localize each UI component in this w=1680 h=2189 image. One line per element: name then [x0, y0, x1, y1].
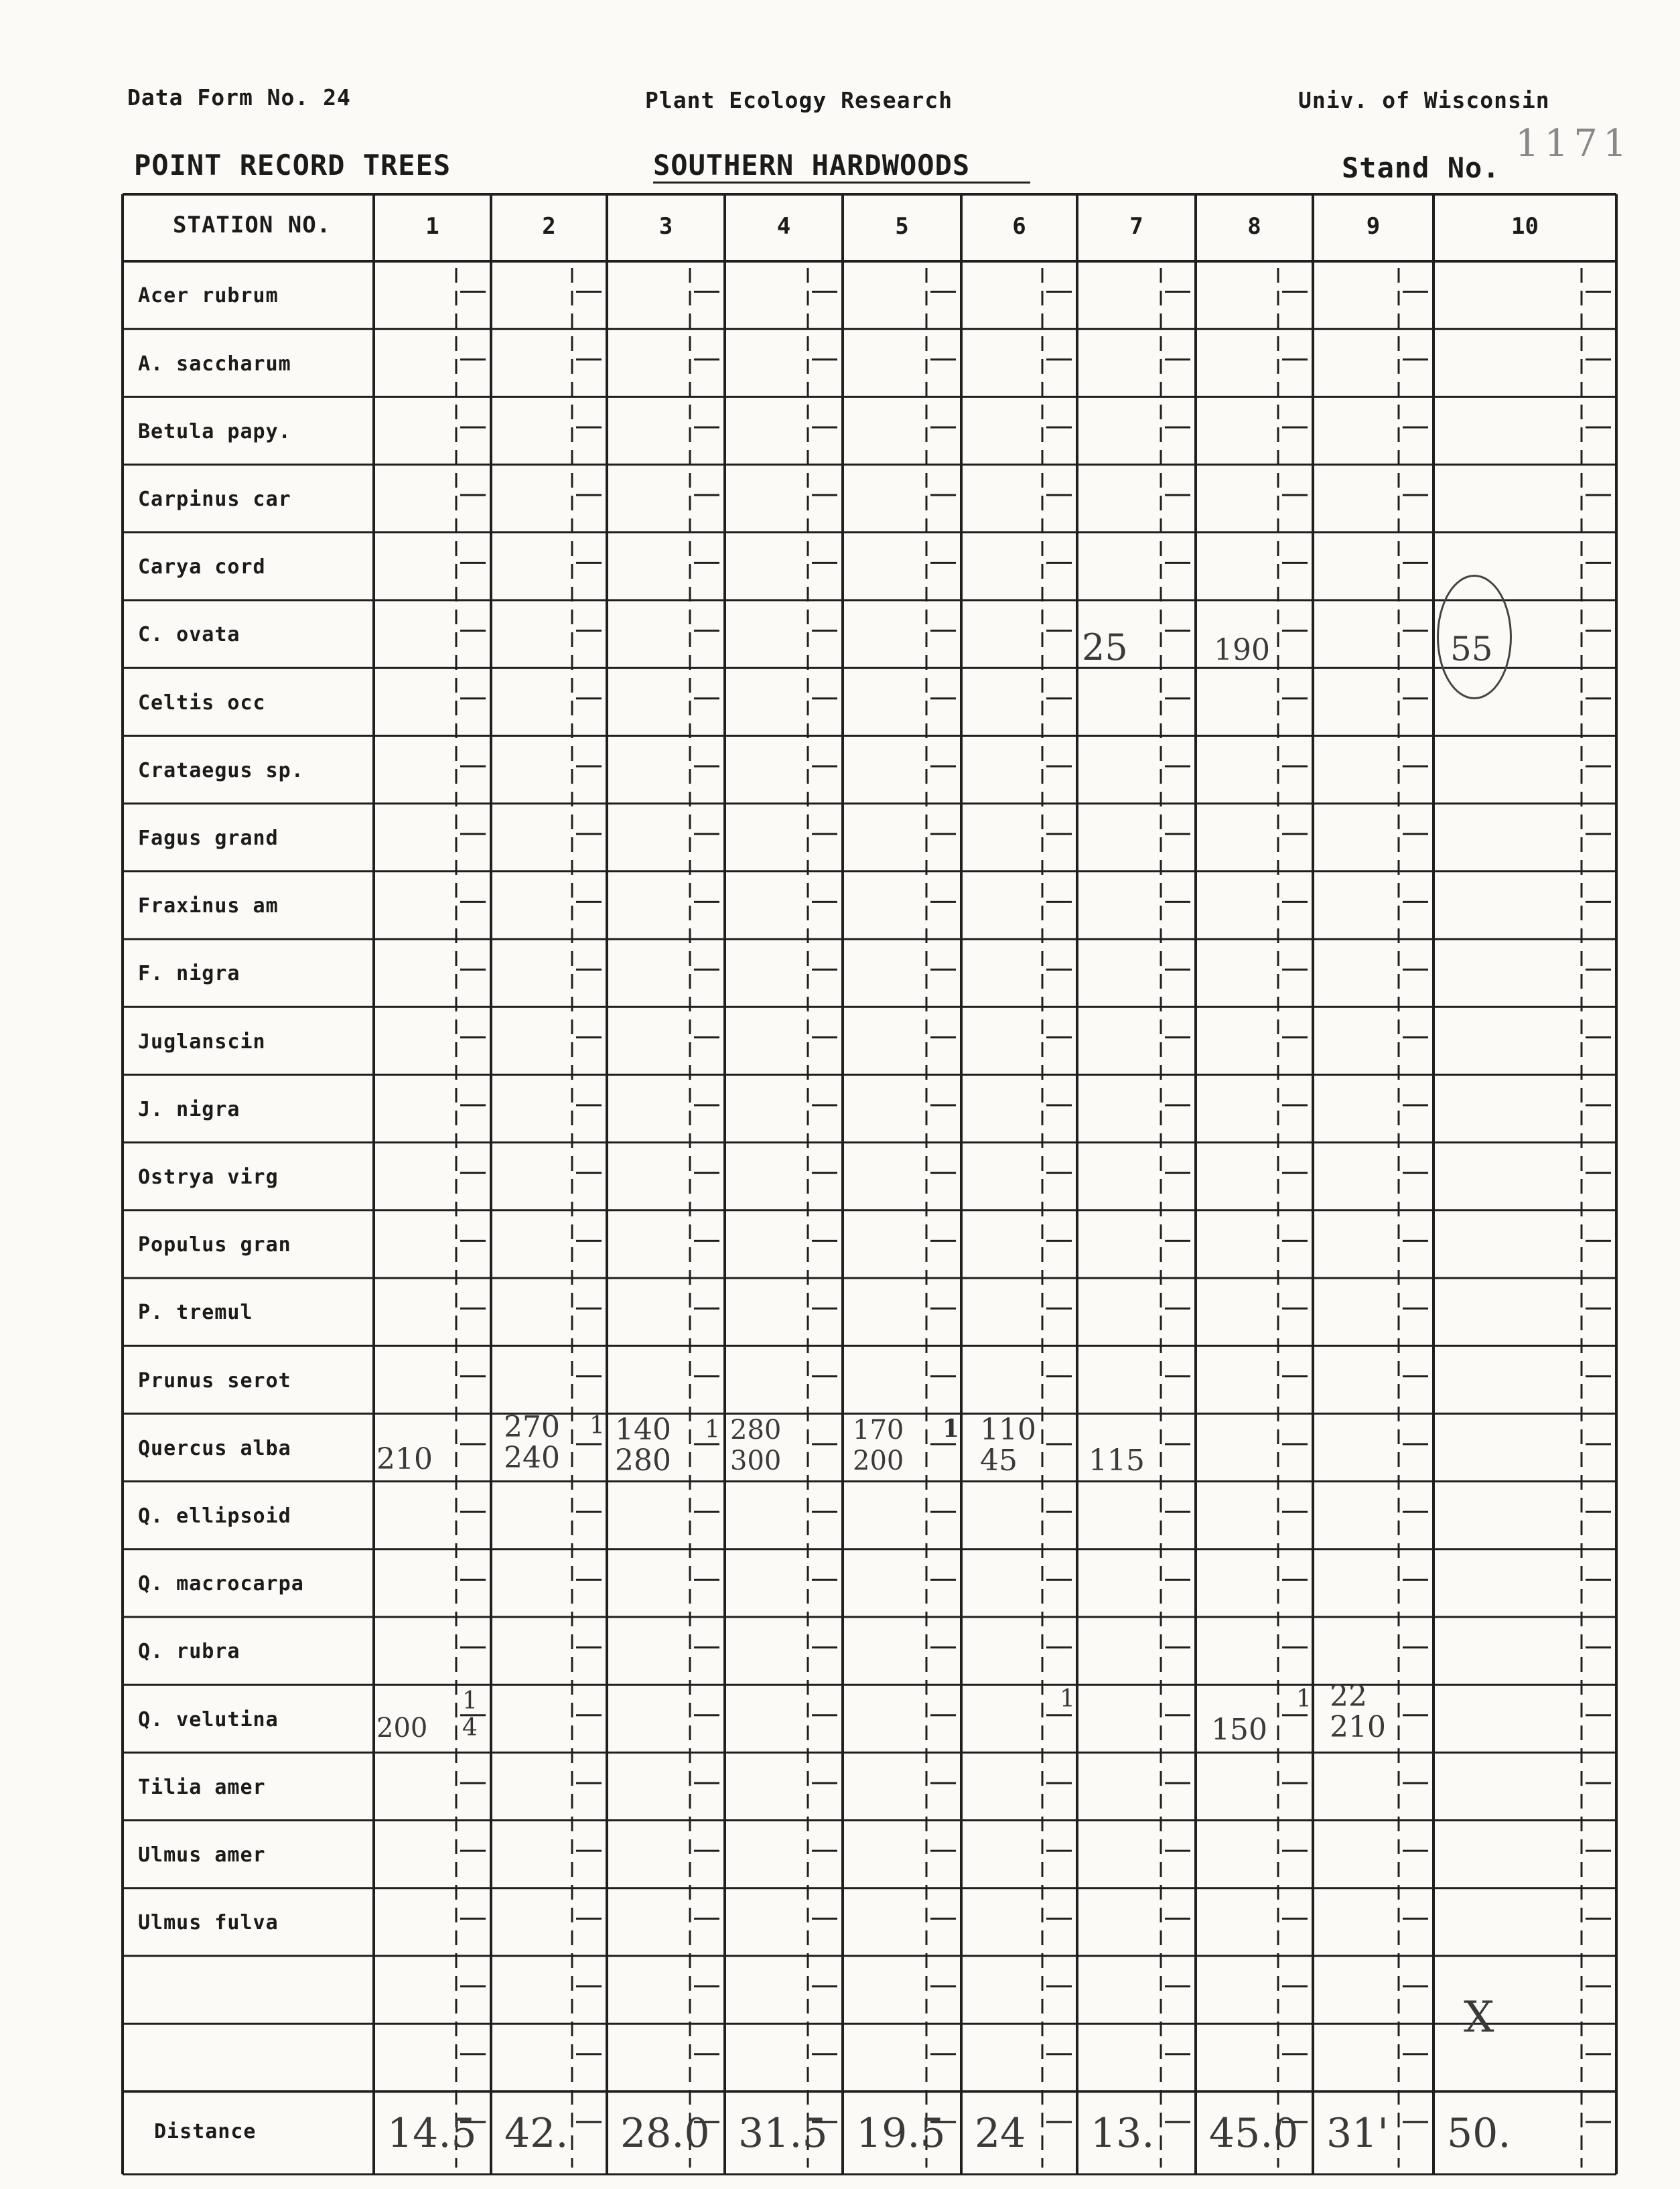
c-ovata-s7: 25	[1082, 626, 1128, 668]
c-ovata-s10: 55	[1450, 630, 1493, 668]
quercus-alba-s5-count: 1	[942, 1415, 960, 1443]
quercus-alba-s3: 140 280	[615, 1413, 671, 1478]
form-number: Data Form No. 24	[127, 84, 351, 111]
station-number: 7	[1129, 213, 1143, 240]
distance-value: 50.	[1447, 2110, 1511, 2157]
species-label: Q. velutina	[138, 1707, 279, 1732]
quercus-alba-s5: 170 200	[853, 1415, 904, 1476]
q-velutina-s1: 200	[376, 1713, 428, 1744]
species-label: Q. ellipsoid	[138, 1504, 291, 1528]
quercus-alba-s2: 270 240	[504, 1410, 560, 1475]
quercus-alba-s2-count: 1	[589, 1412, 605, 1439]
species-label: Juglanscin	[138, 1030, 266, 1054]
species-label: Carpinus car	[138, 488, 291, 511]
distance-value: 45.0	[1209, 2110, 1299, 2157]
species-label: Acer rubrum	[138, 284, 279, 308]
distance-value: 42.	[504, 2110, 569, 2157]
station-number: 2	[542, 213, 556, 240]
species-label: Fraxinus am	[138, 894, 279, 918]
quercus-alba-s6: 110 45	[980, 1413, 1036, 1478]
species-label: Ulmus fulva	[138, 1911, 279, 1935]
distance-value: 14.5	[387, 2110, 477, 2157]
species-label: Fagus grand	[138, 827, 279, 850]
species-label: Q. macrocarpa	[138, 1572, 304, 1596]
species-label: A. saccharum	[138, 352, 291, 376]
species-label: Ostrya virg	[138, 1166, 279, 1189]
quercus-alba-s4: 280 300	[730, 1415, 782, 1476]
community-title: SOUTHERN HARDWOODS	[653, 149, 1030, 184]
organization: Plant Ecology Research	[645, 87, 953, 113]
station-number: 5	[895, 213, 909, 240]
record-title: POINT RECORD TREES	[134, 149, 451, 182]
species-label: Betula papy.	[138, 419, 291, 443]
species-label: Prunus serot	[138, 1368, 291, 1393]
species-label: F. nigra	[138, 962, 240, 986]
q-velutina-s8-count: 1	[1296, 1685, 1312, 1713]
species-label: P. tremul	[138, 1301, 253, 1325]
species-label: Q. rubra	[138, 1640, 240, 1664]
distance-value: 28.0	[620, 2110, 710, 2157]
distance-value: 31'	[1326, 2110, 1389, 2157]
q-velutina-s6-count: 1	[1060, 1685, 1075, 1713]
quercus-alba-s3-count: 1	[705, 1416, 720, 1443]
species-label: Celtis occ	[138, 691, 266, 715]
c-ovata-s8: 190	[1214, 633, 1270, 667]
stand-number: 1171	[1515, 122, 1632, 165]
station-number: 9	[1366, 213, 1381, 240]
station-header: STATION NO.	[173, 212, 332, 238]
q-velutina-s9: 22 210	[1330, 1679, 1386, 1744]
distance-value: 24	[975, 2110, 1026, 2157]
species-label: C. ovata	[138, 623, 240, 647]
station-number: 3	[658, 213, 673, 240]
station-number: 1	[425, 213, 439, 240]
species-label: Quercus alba	[138, 1436, 291, 1460]
distance-value: 31.5	[738, 2110, 828, 2157]
species-label: Populus gran	[138, 1233, 291, 1257]
station-number: 10	[1511, 213, 1539, 240]
species-label: J. nigra	[138, 1097, 240, 1121]
quercus-alba-s7: 115	[1089, 1443, 1145, 1478]
distance-label: Distance	[154, 2120, 257, 2143]
distance-value: 13.	[1091, 2110, 1155, 2157]
q-velutina-s1-count: 1 4	[462, 1687, 478, 1742]
station-number: 8	[1247, 213, 1261, 240]
blank-row-mark: X	[1464, 1993, 1494, 2042]
species-label: Ulmus amer	[138, 1843, 266, 1867]
distance-value: 19.5	[856, 2110, 946, 2157]
station-number: 4	[776, 213, 791, 240]
species-label: Tilia amer	[138, 1775, 266, 1799]
species-label: Crataegus sp.	[138, 758, 304, 782]
station-number: 6	[1012, 213, 1026, 240]
quercus-alba-s1: 210	[376, 1442, 433, 1476]
species-label: Carya cord	[138, 555, 266, 579]
q-velutina-s8: 150	[1211, 1713, 1267, 1747]
stand-label: Stand No.	[1342, 151, 1500, 184]
university: Univ. of Wisconsin	[1298, 87, 1550, 113]
